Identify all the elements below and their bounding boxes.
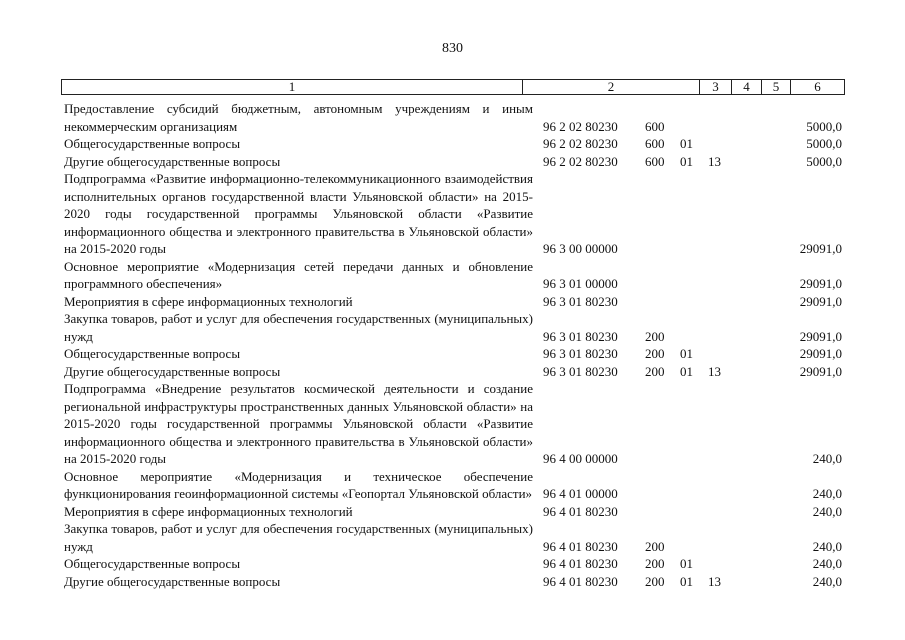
row-code: 96 4 01 80230 (543, 538, 618, 554)
row-col-4: 01 (680, 346, 693, 361)
row-amount: 29091,0 (799, 328, 842, 344)
row-col-4: 01 (680, 556, 693, 571)
table-row (0, 573, 905, 591)
row-name: Другие общегосударственные вопросы (64, 153, 281, 169)
row-name: Основное мероприятие «Модернизация и техническое обеспечение функционирования геоинформационной системы «Геопортал Ульяновской области» (64, 468, 533, 501)
row-col-3: 600 (645, 153, 665, 169)
table-body (0, 100, 905, 590)
row-col-4: 01 (680, 363, 693, 379)
header-col-3: 3 (699, 80, 731, 94)
row-code: 96 4 00 00000 (543, 451, 618, 466)
row-col-3: 600 (645, 136, 665, 151)
table-row (0, 310, 905, 345)
row-col-4: 01 (680, 136, 693, 151)
table-row (0, 100, 905, 135)
row-col-3: 600 (645, 118, 665, 134)
row-name: Другие общегосударственные вопросы (64, 573, 281, 589)
row-code: 96 4 01 80230 (543, 573, 618, 589)
row-code: 96 4 01 00000 (543, 486, 618, 501)
row-name: Общегосударственные вопросы (64, 346, 241, 361)
table-row (0, 363, 905, 381)
table-row (0, 380, 905, 468)
row-amount: 240,0 (812, 503, 842, 519)
table-row (0, 258, 905, 293)
header-col-5: 5 (761, 80, 790, 94)
row-col-4: 01 (680, 573, 693, 589)
row-amount: 29091,0 (799, 241, 842, 256)
row-amount: 240,0 (812, 556, 842, 571)
row-name: Мероприятия в сфере информационных технологий (64, 503, 353, 519)
table-row (0, 153, 905, 171)
row-col-5: 13 (708, 363, 721, 379)
row-col-3: 200 (645, 538, 665, 554)
row-code: 96 2 02 80230 (543, 118, 618, 134)
row-code: 96 3 01 80230 (543, 346, 618, 361)
header-col-6: 6 (790, 80, 844, 94)
row-name: Закупка товаров, работ и услуг для обеспечения государственных (муниципальных) нужд (64, 311, 533, 344)
row-code: 96 3 00 00000 (543, 241, 618, 256)
row-col-3: 200 (645, 363, 665, 379)
row-code: 96 3 01 80230 (543, 293, 618, 309)
table-row (0, 503, 905, 521)
table-header (61, 79, 845, 95)
table-row (0, 170, 905, 258)
row-code: 96 3 01 80230 (543, 363, 618, 379)
row-col-3: 200 (645, 556, 665, 571)
row-col-3: 200 (645, 346, 665, 361)
row-amount: 29091,0 (799, 346, 842, 361)
row-name: Общегосударственные вопросы (64, 556, 241, 571)
row-name: Предоставление субсидий бюджетным, автономным учреждениям и иным некоммерческим организациям (64, 101, 533, 134)
row-name: Основное мероприятие «Модернизация сетей передачи данных и обновление программного обеспечения» (64, 258, 533, 291)
row-amount: 5000,0 (806, 153, 842, 169)
row-col-5: 13 (708, 573, 721, 589)
table-row (0, 135, 905, 153)
row-code: 96 4 01 80230 (543, 503, 618, 519)
row-col-4: 01 (680, 153, 693, 169)
row-col-5: 13 (708, 153, 721, 169)
row-amount: 5000,0 (806, 118, 842, 134)
table-row (0, 293, 905, 311)
row-col-3: 200 (645, 328, 665, 344)
row-amount: 29091,0 (799, 363, 842, 379)
row-code: 96 4 01 80230 (543, 556, 618, 571)
row-code: 96 3 01 00000 (543, 276, 618, 291)
header-col-2: 2 (522, 80, 699, 94)
row-col-3: 200 (645, 573, 665, 589)
row-amount: 240,0 (812, 573, 842, 589)
table-row (0, 345, 905, 363)
row-code: 96 3 01 80230 (543, 328, 618, 344)
row-name: Общегосударственные вопросы (64, 136, 241, 151)
header-col-1: 1 (288, 79, 296, 94)
table-row (0, 520, 905, 555)
row-name: Мероприятия в сфере информационных технологий (64, 293, 353, 309)
table-row (0, 468, 905, 503)
row-amount: 29091,0 (799, 293, 842, 309)
row-name: Закупка товаров, работ и услуг для обеспечения государственных (муниципальных) нужд (64, 521, 533, 554)
row-amount: 240,0 (812, 451, 842, 466)
row-amount: 240,0 (812, 486, 842, 501)
row-amount: 5000,0 (806, 136, 842, 151)
row-name: Подпрограмма «Развитие информационно-телекоммуникационного взаимодействия исполнительных органов государственной власти Ульяновской области» на 2015-2020 годы государственной программы Ульяновской области «Развитие информационного общества и электронного правительства в Ульяновской области» на 2015-2020 годы (64, 171, 533, 256)
row-code: 96 2 02 80230 (543, 153, 618, 169)
row-amount: 240,0 (812, 538, 842, 554)
page-number: 830 (442, 41, 463, 56)
row-name: Подпрограмма «Внедрение результатов космической деятельности и создание региональной инфраструктуры пространственных данных Ульяновской области» на 2015-2020 годы государственной программы Ульяновской области «Развитие информационного общества и электронного правительства в Ульяновской области» на 2015-2020 годы (64, 381, 533, 466)
row-amount: 29091,0 (799, 276, 842, 291)
header-col-4: 4 (731, 80, 761, 94)
row-name: Другие общегосударственные вопросы (64, 363, 281, 379)
row-code: 96 2 02 80230 (543, 136, 618, 151)
table-row (0, 555, 905, 573)
